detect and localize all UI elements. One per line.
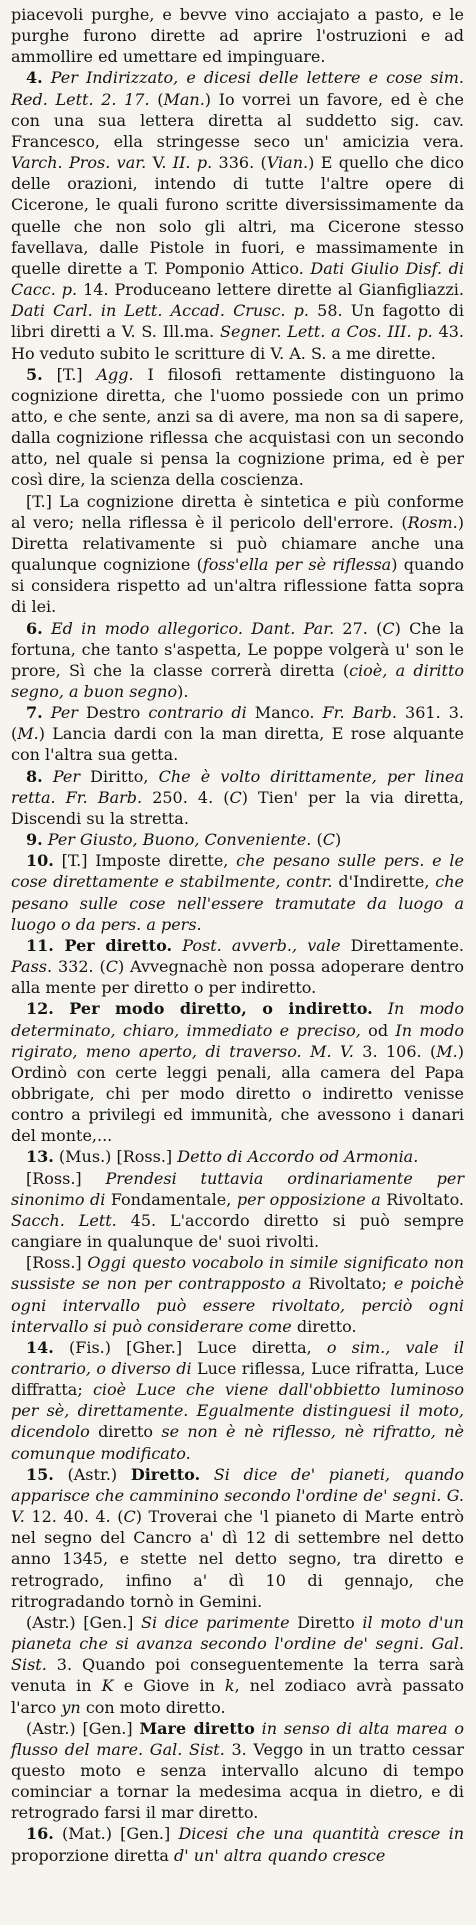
- body-text: V.: [146, 153, 173, 173]
- italic-text: Dati Giulio Disf. di Cacc. p.: [11, 258, 464, 300]
- body-text: Rivoltato.: [380, 1189, 465, 1209]
- body-text: diretto: [89, 1422, 162, 1442]
- sense-number: 13.: [26, 1147, 54, 1167]
- headword-phrase: Per diretto.: [53, 935, 173, 955]
- body-text: (Astr.) [Gen.]: [26, 1718, 140, 1738]
- body-text: ) Tien' per la via diretta, Discendi su la stretta.: [11, 787, 464, 828]
- body-text: (Fis.) [Gher.] Luce diretta,: [53, 1337, 327, 1357]
- italic-text: M.: [17, 724, 39, 744]
- italic-text: Rosm.: [407, 512, 458, 532]
- body-text: 12. 40. 4. (: [24, 1507, 124, 1527]
- sense-number: 7.: [26, 703, 43, 723]
- body-text: (Mat.) [Gen.]: [53, 1824, 179, 1844]
- italic-text: contrario di: [148, 703, 247, 723]
- italic-text: Post. avverb., vale: [172, 935, 341, 955]
- body-text: od: [360, 1020, 396, 1040]
- dictionary-paragraph: [11, 1823, 464, 1865]
- headword-phrase: Mare diretto: [139, 1718, 255, 1738]
- dictionary-paragraph: [11, 1337, 464, 1464]
- body-text: ) Ordinò con certe leggi penali, alla camera del Papa obbrigate, chi per modo diretto o indiretto venisse contro a privilegi ed immunità, che avessono i danari del monte,...: [11, 1041, 465, 1146]
- italic-text: Si dice parimente: [141, 1612, 290, 1632]
- body-text: ) E quello che dico delle orazioni, intendo di tutte l'altre opere di Cicerone, le quali furono scritte diversissimamente da quelle che non solo gli altri, ma Cicerone stesso favellava, dalle Pistole in fuori, e massimamente in quelle dirette a T. Pomponio Attico.: [11, 153, 464, 278]
- body-text: (: [311, 830, 323, 850]
- dictionary-paragraph: [11, 67, 464, 363]
- italic-text: che pesano sulle pers. e le cose direttamente e stabilmente, contr.: [11, 851, 464, 892]
- italic-text: Per Giusto, Buono, Conveniente.: [42, 830, 312, 850]
- body-text: 336. (: [212, 153, 267, 173]
- italic-text: e poichè ogni intervallo può essere rivoltato, perciò ogni intervallo si può considerare come: [11, 1274, 465, 1336]
- italic-text: C: [382, 618, 395, 638]
- italic-text: Red. Lett. 2. 17.: [11, 89, 150, 109]
- dictionary-paragraph: [11, 491, 464, 618]
- body-text: Destro: [77, 703, 149, 723]
- italic-text: cioè, a diritto segno, a buon segno: [11, 660, 465, 701]
- body-text: ) Avvegnachè non possa adoperare dentro alla mente per diretto o per indiretto.: [11, 957, 464, 998]
- italic-text: il moto d'un pianeta che si avanza secondo l'ordine de' segni. Gal. Sist.: [11, 1612, 464, 1675]
- body-text: 332. (: [52, 957, 106, 977]
- italic-text: C: [322, 830, 335, 850]
- italic-text: d' un' altra quando cresce: [174, 1845, 386, 1865]
- body-text: (Astr.): [53, 1464, 131, 1484]
- body-text: Fondamentale,: [105, 1189, 237, 1209]
- italic-text: cioè Luce che viene dall'obbietto luminoso per sè, direttamente. Egualmente distinguesi il moto, dicendolo: [11, 1380, 465, 1442]
- dictionary-paragraph: [11, 1718, 464, 1824]
- body-text: (Astr.) [Gen.]: [26, 1612, 142, 1632]
- body-text: 58. Un fagotto di libri diretti a V. S. Ill.ma.: [11, 301, 464, 342]
- headword-phrase: Per modo diretto, o indiretto.: [53, 999, 373, 1019]
- italic-text: C: [105, 957, 118, 977]
- body-text: , nel zodiaco avrà passato l'arco: [11, 1676, 464, 1717]
- italic-text: Si dice de' pianeti, quando apparisce che camminino secondo l'ordine de' segni. G. V.: [11, 1464, 464, 1527]
- sense-number: 4.: [26, 68, 43, 88]
- dictionary-paragraph: [11, 702, 464, 765]
- headword-phrase: Diretto.: [130, 1464, 201, 1484]
- italic-text: Per: [42, 766, 81, 786]
- body-text: ) quando si considera rispetto ad un'altra riflessione fatta sopra di lei.: [11, 555, 465, 617]
- body-text: Manco.: [246, 703, 323, 723]
- body-text: ) Che la fortuna, che tanto s'aspetta, Le poppe volgerà u' son le prore, Sì che la classe correrà diretta (: [11, 618, 464, 680]
- italic-text: Prendesi tuttavia ordinariamente per sinonimo di: [11, 1168, 464, 1209]
- italic-text: K: [101, 1676, 114, 1696]
- sense-number: 9.: [26, 830, 43, 850]
- body-text: 3. 106. (: [353, 1041, 437, 1061]
- dictionary-paragraph: [11, 850, 464, 935]
- sense-number: 16.: [26, 1824, 54, 1844]
- body-text: 27. (: [334, 618, 383, 638]
- sense-number: 8.: [26, 766, 43, 786]
- italic-text: foss'ella per sè riflessa: [202, 555, 392, 575]
- sense-number: 11.: [26, 935, 54, 955]
- body-text: [T.] La cognizione diretta è sintetica e più conforme al vero; nella riflessa è il pericolo dell'errore. (: [11, 491, 464, 532]
- italic-text: Man.: [163, 89, 205, 109]
- sense-number: 5.: [26, 364, 43, 384]
- body-text: 3. Veggo in un tratto cessar questo moto e senza intervallo alcuno di tempo cominciar a tornar la medesima acqua in dietro, e di retrogrado farsi il mar diretto.: [11, 1739, 464, 1823]
- body-text: Diretto: [289, 1612, 363, 1632]
- italic-text: II. p.: [172, 153, 213, 173]
- italic-text: Ed in modo allegorico. Dant. Par.: [42, 618, 335, 638]
- body-text: e Giove in: [113, 1676, 225, 1696]
- body-text: 45. L'accordo diretto si può sempre cangiare in qualunque de' suoi rivolti.: [11, 1210, 464, 1252]
- italic-text: Sacch. Lett.: [11, 1210, 117, 1230]
- sense-number: 10.: [26, 851, 54, 871]
- sense-number: 6.: [26, 618, 43, 638]
- body-text: 361. 3. (: [11, 703, 464, 744]
- italic-text: C: [123, 1507, 136, 1527]
- body-text: d'Indirette,: [332, 872, 436, 892]
- italic-text: Fr. Barb.: [322, 703, 397, 723]
- italic-text: o sim., vale il contrario, o diverso di: [11, 1337, 464, 1378]
- dictionary-paragraph: [11, 1464, 464, 1612]
- body-text: 3. Quando poi conseguentemente la terra sarà venuta in: [11, 1655, 464, 1696]
- dictionary-paragraph: [11, 1252, 464, 1337]
- dictionary-paragraph: [11, 1612, 464, 1718]
- dictionary-paragraph: [11, 766, 464, 829]
- italic-text: k: [224, 1676, 235, 1696]
- body-text: (Mus.) [Ross.]: [53, 1147, 178, 1167]
- body-text: [Ross.]: [26, 1253, 88, 1273]
- dictionary-paragraph: [11, 1168, 464, 1253]
- dictionary-paragraph: [11, 364, 464, 491]
- body-text: diretto.: [291, 1316, 357, 1336]
- italic-text: Oggi questo vocabolo in simile significato non sussiste se non per contrapposto a: [11, 1253, 464, 1294]
- italic-text: yn: [61, 1697, 81, 1717]
- body-text: ): [334, 830, 342, 850]
- sense-number: 12.: [26, 999, 54, 1019]
- body-text: Diritto,: [80, 766, 159, 786]
- body-text: ) Io vorrei un favore, ed è che con una sua lettera diretta al suddetto sig. cav. Francesco, ella stringesse seco un' amicizia vera.: [11, 89, 465, 151]
- italic-text: Per Indirizzato, e dicesi delle lettere e cose sim.: [42, 68, 464, 88]
- body-text: con moto diretto.: [80, 1697, 226, 1717]
- body-text: Direttamente.: [340, 935, 464, 955]
- body-text: 14. Produceano lettere dirette al Gianfigliazzi.: [77, 280, 464, 300]
- italic-text: Segner. Lett. a Cos. III. p.: [220, 322, 433, 342]
- body-text: [T.]: [42, 364, 97, 384]
- dictionary-paragraph: [11, 829, 464, 850]
- body-text: ).: [177, 682, 189, 701]
- italic-text: che pesano sulle cose nell'essere tramutate da luogo a luogo o da pers. a pers.: [11, 872, 465, 934]
- italic-text: Pass.: [11, 957, 53, 977]
- italic-text: in senso di alta marea o flusso del mare. Gal. Sist.: [11, 1718, 465, 1759]
- body-text: 250. 4. (: [142, 787, 230, 807]
- body-text: ) Troverai che 'l pianeto di Marte entrò nel segno del Cancro a' dì 12 di settembre nel detto anno 1345, e stette nel detto segno, tra diretto e retrogrado, infino a' dì 10 di gennajo, che ritrogradando tornò in Gemini.: [11, 1507, 464, 1611]
- italic-text: Dati Carl. in Lett. Accad. Crusc. p.: [11, 301, 309, 321]
- dictionary-paragraph: [11, 1146, 464, 1167]
- body-text: (: [149, 89, 164, 109]
- italic-text: M.: [436, 1041, 458, 1061]
- italic-text: Detto di Accordo od Armonia.: [177, 1147, 419, 1167]
- body-text: proporzione diretta: [11, 1845, 175, 1865]
- italic-text: Varch. Pros. var.: [11, 153, 147, 173]
- body-text: I filosofi rettamente distinguono la cognizione diretta, che l'uomo possiede con un primo atto, e che sente, anzi sa di avere, ma non sa di sapere, dalla cognizione riflessa che acquistasi con un secondo atto, nel quale si pensa la cognizione prima, ed è per così dire, la scienza della coscienza.: [11, 364, 465, 490]
- italic-text: Vian.: [266, 153, 309, 173]
- italic-text: per opposizione a: [236, 1189, 381, 1209]
- italic-text: Agg.: [96, 364, 134, 384]
- italic-text: Che è volto dirittamente, per linea retta. Fr. Barb.: [11, 766, 465, 807]
- body-text: ) Lancia dardi con la man diretta, E rose alquante con l'altra sua getta.: [11, 724, 464, 765]
- sense-number: 15.: [26, 1464, 54, 1484]
- dictionary-paragraph: [11, 935, 464, 998]
- body-text: Rivoltato;: [301, 1274, 394, 1294]
- italic-text: In modo rigirato, meno aperto, di traverso. M. V.: [11, 1020, 465, 1061]
- body-text: Luce riflessa, Luce rifratta, Luce diffratta;: [11, 1359, 464, 1400]
- italic-text: In modo determinato, chiaro, immediato e preciso,: [11, 999, 464, 1040]
- italic-text: C: [229, 787, 242, 807]
- body-text: 43. Ho veduto subito le scritture di V. A. S. a me dirette.: [11, 322, 464, 363]
- dictionary-paragraph: [11, 4, 464, 67]
- italic-text: Per: [42, 703, 78, 723]
- sense-number: 14.: [26, 1337, 54, 1357]
- dictionary-paragraph: [11, 998, 464, 1146]
- italic-text: se non è nè riflesso, nè rifratto, nè comunque modificato.: [11, 1422, 465, 1463]
- italic-text: Dicesi che una quantità cresce in: [178, 1824, 465, 1844]
- body-text: [Ross.]: [26, 1168, 106, 1188]
- dictionary-paragraph: [11, 618, 464, 703]
- body-text: ) Diretta relativamente si può chiamare anche una qualunque cognizione (: [11, 512, 464, 575]
- body-text: piacevoli purghe, e bevve vino acciajato a pasto, e le purghe furono dirette ad aprire l'ostruzioni e ad ammollire ed umettare ed impinguare.: [11, 5, 464, 67]
- body-text: [T.] Imposte dirette,: [53, 851, 237, 871]
